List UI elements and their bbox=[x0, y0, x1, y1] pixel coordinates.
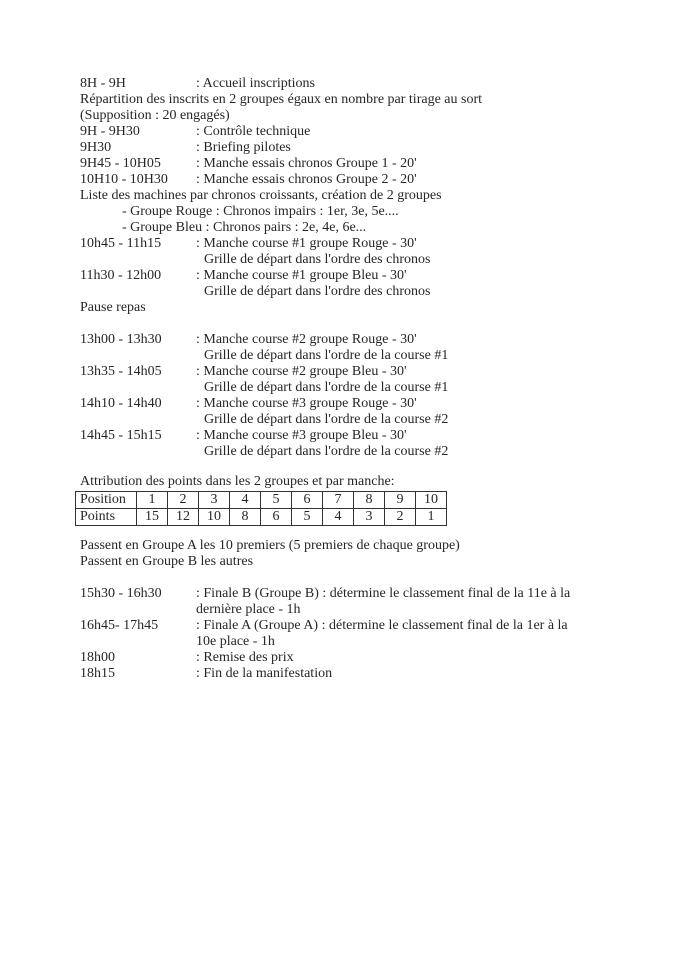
entry-description-line: : Fin de la manifestation bbox=[196, 666, 333, 681]
entry-time: 14h10 - 14h40 bbox=[80, 396, 162, 411]
points-table-cell: 3 bbox=[199, 492, 230, 509]
points-table-cell: 2 bbox=[385, 509, 416, 526]
entry-time: 14h45 - 15h15 bbox=[80, 428, 162, 443]
entry-description-continuation: Grille de départ dans l'ordre de la course #1 bbox=[204, 348, 449, 363]
blank-line bbox=[80, 526, 638, 538]
entry-description-line: : Remise des prix bbox=[196, 650, 294, 665]
points-table-row bbox=[76, 492, 447, 509]
entry-description-line: : Manche course #1 groupe Bleu - 30' bbox=[196, 268, 407, 283]
entry-description-line: : Manche course #3 groupe Rouge - 30' bbox=[196, 396, 417, 411]
points-table-cell: 6 bbox=[292, 492, 323, 509]
points-table-cell: 4 bbox=[230, 492, 261, 509]
entry-description-line: : Manche essais chronos Groupe 1 - 20' bbox=[196, 156, 417, 171]
entry-time: 13h35 - 14h05 bbox=[80, 364, 162, 379]
entry-description bbox=[196, 332, 638, 364]
entry-description bbox=[196, 586, 638, 618]
entry-description bbox=[196, 268, 638, 300]
schedule-entry bbox=[80, 428, 638, 460]
schedule-entry bbox=[80, 124, 638, 140]
schedule-entry bbox=[80, 364, 638, 396]
points-table-cell: 15 bbox=[137, 509, 168, 526]
points-table-cell: 12 bbox=[168, 509, 199, 526]
entry-description bbox=[196, 364, 638, 396]
entry-time: 18h15 bbox=[80, 666, 115, 681]
points-table-cell: 6 bbox=[261, 509, 292, 526]
blank-line bbox=[80, 316, 638, 332]
entry-description bbox=[196, 618, 638, 650]
schedule-entry bbox=[80, 618, 638, 650]
points-table-cell: 4 bbox=[323, 509, 354, 526]
schedule-entry bbox=[80, 650, 638, 666]
entry-description-line: : Manche essais chronos Groupe 2 - 20' bbox=[196, 172, 417, 187]
points-table-wrap bbox=[75, 491, 638, 526]
points-table-cell: Points bbox=[76, 509, 137, 526]
schedule-entry bbox=[80, 156, 638, 172]
entry-time: 9H45 - 10H05 bbox=[80, 156, 161, 171]
paragraph-line: Attribution des points dans les 2 groupes et par manche: bbox=[80, 474, 395, 489]
schedule-entry bbox=[80, 172, 638, 188]
paragraph-line: Liste des machines par chronos croissants, création de 2 groupes bbox=[80, 188, 442, 203]
schedule-entry bbox=[80, 76, 638, 92]
schedule-document bbox=[80, 76, 638, 682]
entry-description-line: : Finale A (Groupe A) : détermine le classement final de la 1er à la bbox=[196, 618, 568, 633]
entry-description bbox=[196, 396, 638, 428]
schedule-entry bbox=[80, 268, 638, 300]
paragraph-line: Passent en Groupe B les autres bbox=[80, 554, 254, 569]
points-table-cell: 3 bbox=[354, 509, 385, 526]
entry-description-line: : Finale B (Groupe B) : détermine le classement final de la 11e à la bbox=[196, 586, 571, 601]
entry-description-line: : Manche course #2 groupe Rouge - 30' bbox=[196, 332, 417, 347]
points-table-cell: 2 bbox=[168, 492, 199, 509]
entry-time: 9H30 bbox=[80, 140, 112, 155]
points-table-cell: Position bbox=[76, 492, 137, 509]
entry-description-continuation: 10e place - 1h bbox=[196, 634, 275, 649]
schedule-entry bbox=[80, 586, 638, 618]
entry-description-continuation: Grille de départ dans l'ordre de la course #1 bbox=[204, 380, 449, 395]
paragraph-line: Pause repas bbox=[80, 300, 146, 315]
blank-line bbox=[80, 460, 638, 474]
entry-description-line: : Contrôle technique bbox=[196, 124, 311, 139]
entry-time: 13h00 - 13h30 bbox=[80, 332, 162, 347]
entry-description bbox=[196, 650, 638, 666]
group-list-item: - Groupe Rouge : Chronos impairs : 1er, 3e, 5e.... bbox=[122, 204, 399, 219]
schedule-entry bbox=[80, 666, 638, 682]
points-table bbox=[75, 491, 447, 526]
entry-description bbox=[196, 140, 638, 156]
points-table-cell: 10 bbox=[199, 509, 230, 526]
points-table-cell: 5 bbox=[292, 509, 323, 526]
entry-time: 18h00 bbox=[80, 650, 115, 665]
schedule-entry bbox=[80, 140, 638, 156]
points-table-cell: 8 bbox=[354, 492, 385, 509]
entry-description bbox=[196, 172, 638, 188]
entry-description-line: : Briefing pilotes bbox=[196, 140, 291, 155]
entry-description bbox=[196, 156, 638, 172]
entry-description-line: : Manche course #3 groupe Bleu - 30' bbox=[196, 428, 407, 443]
entry-description-line: : Manche course #1 groupe Rouge - 30' bbox=[196, 236, 417, 251]
entry-description-continuation: Grille de départ dans l'ordre des chronos bbox=[204, 252, 431, 267]
entry-time: 16h45- 17h45 bbox=[80, 618, 159, 633]
entry-description bbox=[196, 666, 638, 682]
paragraph-line: (Supposition : 20 engagés) bbox=[80, 108, 230, 123]
group-list-item: - Groupe Bleu : Chronos pairs : 2e, 4e, 6e... bbox=[122, 220, 367, 235]
points-table-row bbox=[76, 509, 447, 526]
points-table-cell: 1 bbox=[416, 509, 447, 526]
entry-time: 15h30 - 16h30 bbox=[80, 586, 162, 601]
entry-time: 11h30 - 12h00 bbox=[80, 268, 162, 283]
points-table-cell: 9 bbox=[385, 492, 416, 509]
points-table-cell: 5 bbox=[261, 492, 292, 509]
points-table-cell: 1 bbox=[137, 492, 168, 509]
entry-description-continuation: Grille de départ dans l'ordre de la course #2 bbox=[204, 412, 449, 427]
entry-description-continuation: Grille de départ dans l'ordre de la course #2 bbox=[204, 444, 449, 459]
entry-time: 10H10 - 10H30 bbox=[80, 172, 168, 187]
entry-description bbox=[196, 76, 638, 92]
entry-description-line: : Accueil inscriptions bbox=[196, 76, 315, 91]
schedule-entry bbox=[80, 396, 638, 428]
entry-description-continuation: Grille de départ dans l'ordre des chronos bbox=[204, 284, 431, 299]
points-table-cell: 8 bbox=[230, 509, 261, 526]
entry-description bbox=[196, 124, 638, 140]
entry-time: 9H - 9H30 bbox=[80, 124, 140, 139]
entry-description bbox=[196, 236, 638, 268]
points-table-cell: 10 bbox=[416, 492, 447, 509]
entry-description bbox=[196, 428, 638, 460]
entry-description-line: : Manche course #2 groupe Bleu - 30' bbox=[196, 364, 407, 379]
schedule-entry bbox=[80, 236, 638, 268]
entry-time: 10h45 - 11h15 bbox=[80, 236, 162, 251]
entry-description-continuation: dernière place - 1h bbox=[196, 602, 301, 617]
schedule-entry bbox=[80, 332, 638, 364]
paragraph-line: Passent en Groupe A les 10 premiers (5 premiers de chaque groupe) bbox=[80, 538, 460, 553]
entry-time: 8H - 9H bbox=[80, 76, 126, 91]
points-table-cell: 7 bbox=[323, 492, 354, 509]
paragraph-line: Répartition des inscrits en 2 groupes égaux en nombre par tirage au sort bbox=[80, 92, 482, 107]
blank-line bbox=[80, 570, 638, 586]
